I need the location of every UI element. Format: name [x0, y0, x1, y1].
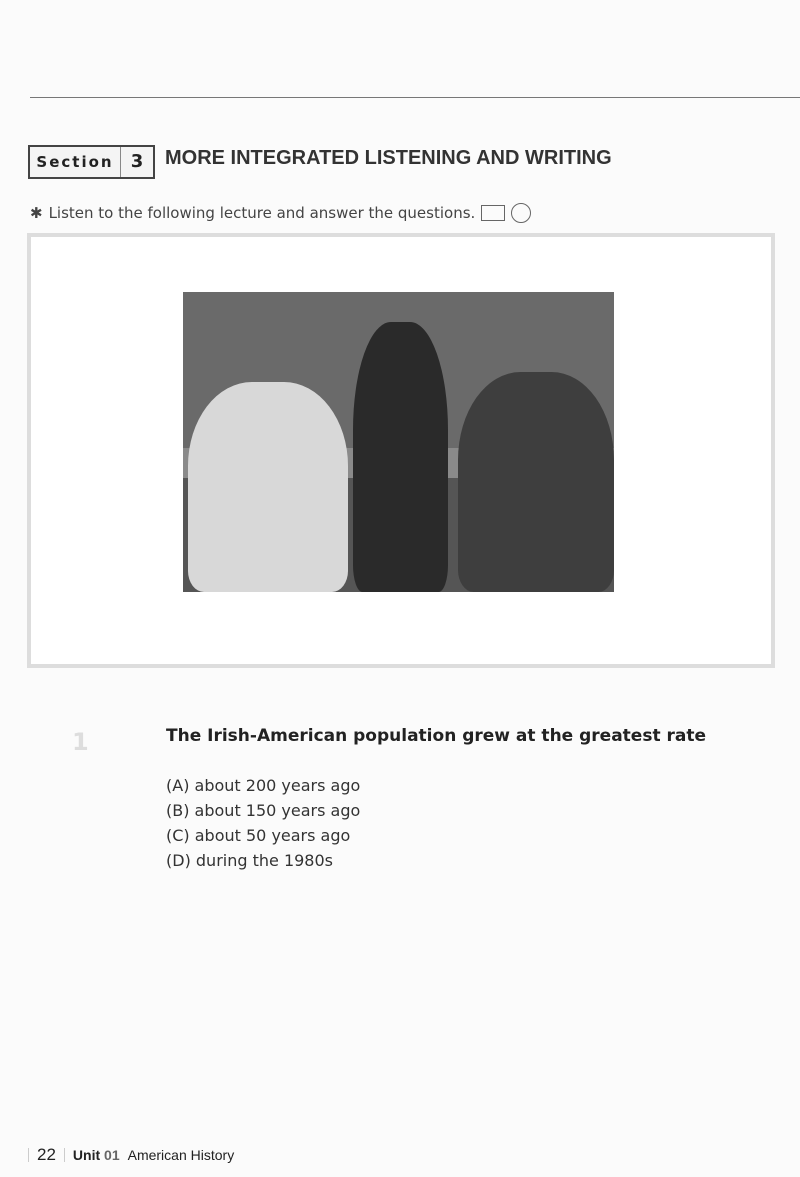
divider [64, 1148, 65, 1162]
unit-title: American History [127, 1147, 235, 1163]
section-badge [28, 145, 155, 179]
section-label: Section [30, 147, 121, 177]
option-a[interactable]: (A) about 200 years ago [166, 776, 361, 795]
answer-options [166, 773, 360, 873]
student-right-figure [458, 372, 614, 592]
option-d[interactable]: (D) during the 1980s [166, 851, 333, 870]
question-number: 1 [72, 728, 89, 756]
student-left-figure [188, 382, 348, 592]
cd-icon [511, 203, 531, 223]
question-text: The Irish-American population grew at the greatest rate [166, 726, 706, 746]
instruction-text: Listen to the following lecture and answer the questions. [48, 204, 476, 222]
unit-label-group [73, 1147, 120, 1163]
page-number: 22 [37, 1145, 56, 1164]
unit-number: 01 [104, 1147, 120, 1163]
asterisk-icon: ✱ [30, 204, 43, 222]
page-footer [28, 1145, 234, 1165]
unit-label: Unit [72, 1147, 101, 1163]
option-c[interactable]: (C) about 50 years ago [166, 826, 351, 845]
divider [28, 1148, 29, 1162]
lecture-photo [183, 292, 614, 592]
cassette-icon [481, 205, 505, 221]
section-number: 3 [130, 151, 144, 172]
section-title: MORE INTEGRATED LISTENING AND WRITING [165, 147, 612, 169]
instruction [30, 203, 531, 223]
header-rule [30, 97, 800, 98]
option-b[interactable]: (B) about 150 years ago [166, 801, 361, 820]
lecturer-figure [353, 322, 448, 592]
